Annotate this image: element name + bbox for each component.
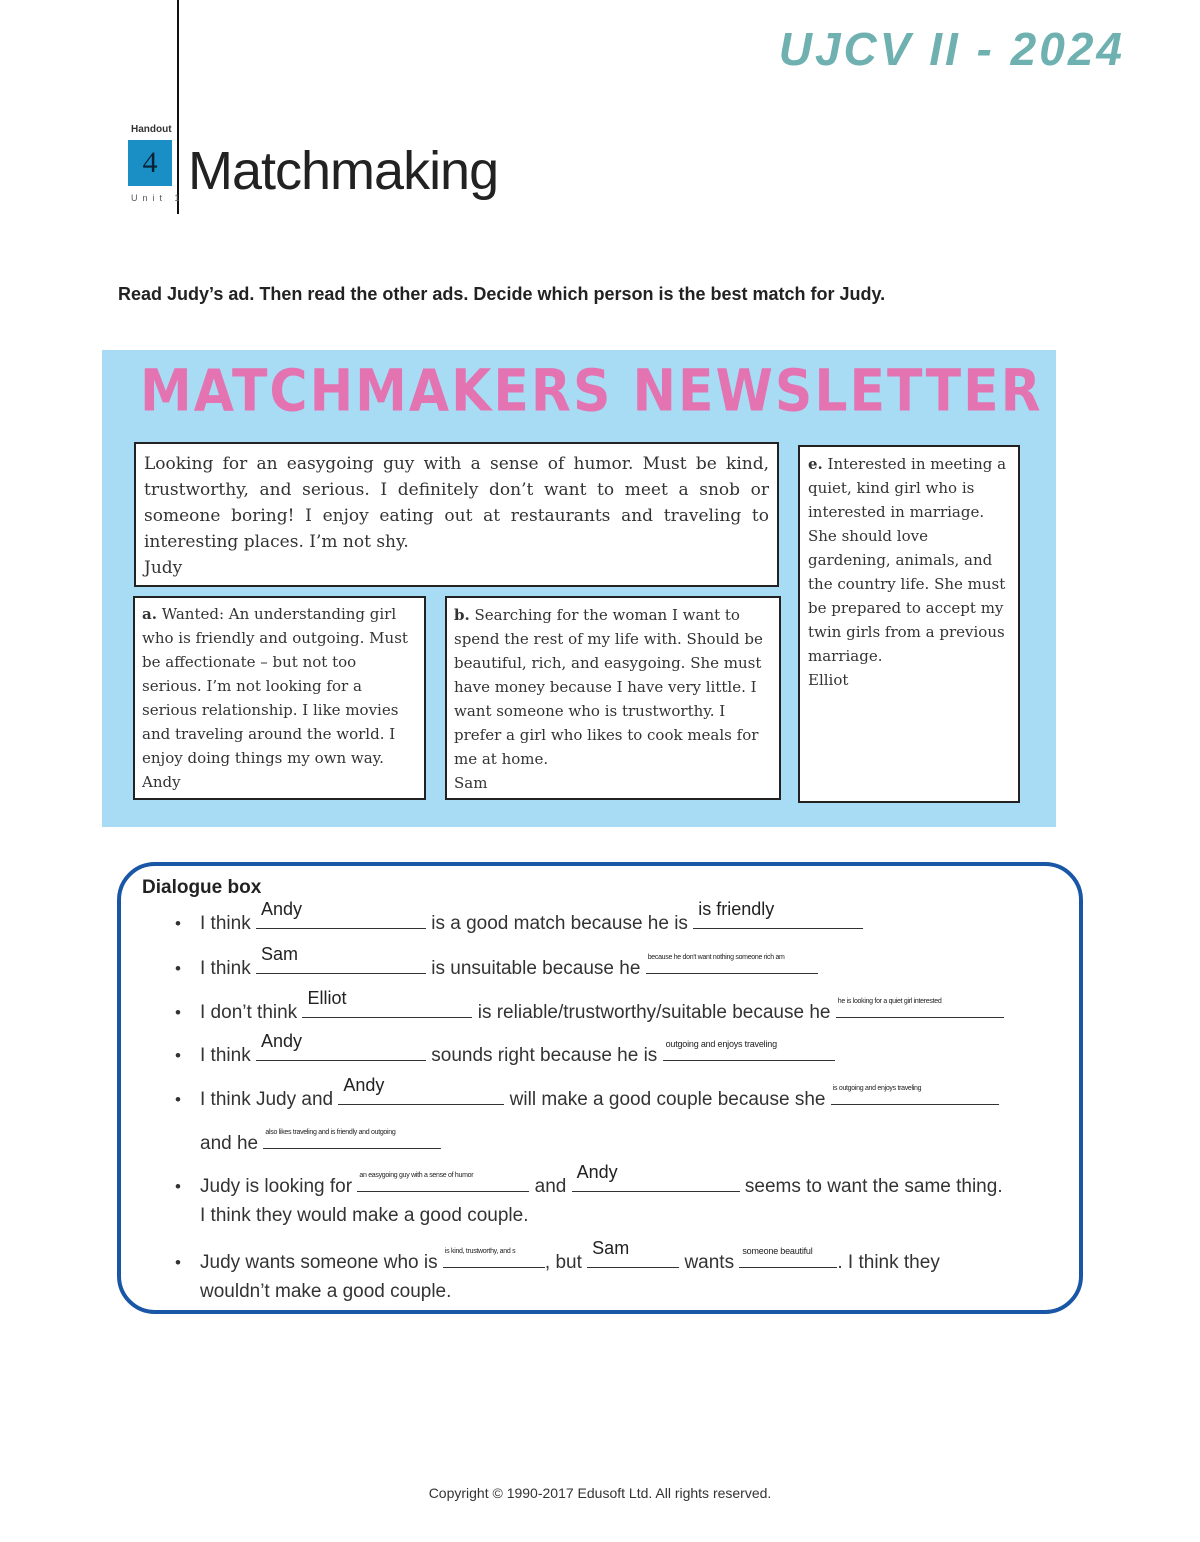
ad-andy-label: a. bbox=[142, 605, 157, 623]
ad-elliot-label: e. bbox=[808, 455, 823, 473]
ad-judy-text: Looking for an easygoing guy with a sense of humor. Must be kind, trustworthy, and serious. I definitely don’t want to meet a snob or someone boring! I enjoy eating out at restaurants and traveling to interesting places. I’m not shy. bbox=[144, 454, 769, 552]
ad-sam-name: Sam bbox=[454, 774, 488, 792]
answer-text: Andy bbox=[576, 1162, 618, 1182]
answer-field[interactable] bbox=[302, 988, 472, 1018]
bullet: • bbox=[175, 914, 181, 933]
answer-text: someone beautiful bbox=[742, 1246, 813, 1256]
answer-text: is friendly bbox=[698, 899, 775, 919]
ad-andy-name: Andy bbox=[142, 773, 181, 791]
answer-field[interactable] bbox=[663, 1041, 835, 1061]
answer-field[interactable] bbox=[836, 998, 1004, 1018]
dialogue-row-7 bbox=[175, 1238, 940, 1274]
ad-sam-text: Searching for the woman I want to spend the rest of my life with. Should be beautiful, rich, and easygoing. She must have money because I have very little. I want someone who is trustworthy. I prefer a girl who likes to cook meals for me at home. bbox=[454, 606, 763, 768]
dialogue-row-4 bbox=[175, 1031, 835, 1067]
answer-text: Sam bbox=[260, 944, 298, 964]
answer-text: Sam bbox=[592, 1238, 630, 1258]
row-text: I think Judy and bbox=[200, 1089, 334, 1110]
bullet: • bbox=[175, 1253, 181, 1272]
bullet: • bbox=[175, 1090, 181, 1109]
handout-label: Handout bbox=[131, 124, 172, 135]
handout-number: 4 bbox=[128, 140, 172, 186]
row-text: will make a good couple because she bbox=[509, 1089, 826, 1110]
dialogue-row-6 bbox=[175, 1162, 1003, 1198]
answer-field[interactable] bbox=[831, 1085, 999, 1105]
dialogue-title: Dialogue box bbox=[142, 877, 262, 898]
answer-field[interactable] bbox=[572, 1162, 740, 1192]
row-text: seems to want the same thing. bbox=[744, 1176, 1003, 1197]
row-text: is reliable/trustworthy/suitable because he bbox=[477, 1002, 831, 1023]
ad-judy bbox=[134, 442, 779, 587]
answer-field[interactable] bbox=[338, 1075, 504, 1105]
answer-field[interactable] bbox=[256, 899, 426, 929]
answer-text: Andy bbox=[343, 1075, 385, 1095]
answer-field[interactable] bbox=[646, 954, 818, 974]
header-divider bbox=[177, 0, 179, 214]
watermark-stamp: UJCV II - 2024 bbox=[778, 23, 1125, 75]
ad-andy-text: Wanted: An understanding girl who is friendly and outgoing. Must be affectionate – but not too serious. I’m not looking for a serious relationship. I like movies and traveling around the world. I enjoy doing things my own way. bbox=[142, 605, 408, 767]
answer-field[interactable] bbox=[256, 1031, 426, 1061]
answer-text: because he don't want nothing someone rich am bbox=[647, 954, 785, 961]
answer-text: he is looking for a quiet girl interested bbox=[837, 998, 942, 1005]
bullet: • bbox=[175, 959, 181, 978]
dialogue-row-2 bbox=[175, 944, 818, 980]
dialogue-row-7-cont: wouldn’t make a good couple. bbox=[200, 1281, 452, 1302]
answer-field[interactable] bbox=[256, 944, 426, 974]
instruction-text: Read Judy’s ad. Then read the other ads. Decide which person is the best match for Judy. bbox=[118, 284, 886, 304]
answer-text: Andy bbox=[260, 899, 303, 919]
dialogue-row-5-cont bbox=[200, 1129, 441, 1155]
dialogue-row-6-cont: I think they would make a good couple. bbox=[200, 1205, 529, 1226]
row-text: I think bbox=[200, 958, 251, 979]
row-text: I think bbox=[200, 1045, 251, 1066]
row-text: Judy wants someone who is bbox=[200, 1252, 438, 1273]
answer-text: is kind, trustworthy, and s bbox=[444, 1248, 516, 1255]
answer-field[interactable] bbox=[587, 1238, 679, 1268]
row-text: I think bbox=[200, 913, 251, 934]
dialogue-row-1 bbox=[175, 899, 863, 935]
answer-field[interactable] bbox=[443, 1248, 545, 1268]
row-text: wants bbox=[684, 1252, 735, 1273]
row-text: . I think they bbox=[837, 1252, 940, 1273]
row-text: sounds right because he is bbox=[431, 1045, 658, 1066]
ad-sam-label: b. bbox=[454, 606, 470, 624]
ad-judy-name: Judy bbox=[144, 558, 183, 578]
row-text: , but bbox=[544, 1252, 582, 1273]
answer-text: Elliot bbox=[307, 988, 347, 1008]
row-text: and bbox=[534, 1176, 567, 1197]
dialogue-row-5 bbox=[175, 1075, 999, 1111]
dialogue-row-3 bbox=[175, 988, 1004, 1024]
bullet: • bbox=[175, 1177, 181, 1196]
newsletter-title: MATCHMAKERS NEWSLETTER bbox=[140, 358, 1043, 426]
answer-text: is outgoing and enjoys traveling bbox=[832, 1085, 922, 1092]
row-text: Judy is looking for bbox=[200, 1176, 353, 1197]
row-text: and he bbox=[200, 1133, 259, 1154]
answer-text: also likes traveling and is friendly and outgoing bbox=[265, 1129, 396, 1136]
unit-label: Unit 1 bbox=[131, 193, 185, 203]
answer-field[interactable] bbox=[357, 1172, 529, 1192]
ad-sam bbox=[445, 596, 781, 800]
page-title: Matchmaking bbox=[188, 141, 499, 201]
row-text: I don’t think bbox=[200, 1002, 298, 1023]
ad-andy bbox=[133, 596, 426, 800]
ad-elliot-name: Elliot bbox=[808, 671, 849, 689]
ad-elliot bbox=[798, 445, 1020, 803]
answer-field[interactable] bbox=[739, 1248, 837, 1268]
bullet: • bbox=[175, 1003, 181, 1022]
answer-field[interactable] bbox=[263, 1129, 441, 1149]
answer-text: Andy bbox=[260, 1031, 303, 1051]
answer-field[interactable] bbox=[693, 899, 863, 929]
answer-text: an easygoing guy with a sense of humor bbox=[359, 1172, 474, 1179]
answer-text: outgoing and enjoys traveling bbox=[665, 1039, 777, 1049]
ad-elliot-text: Interested in meeting a quiet, kind girl who is interested in marriage. She should love gardening, animals, and the country life. She must be prepared to accept my twin girls from a previous marriage. bbox=[808, 455, 1007, 665]
row-text: is unsuitable because he bbox=[431, 958, 641, 979]
row-text: is a good match because he is bbox=[431, 913, 688, 934]
bullet: • bbox=[175, 1046, 181, 1065]
copyright-footer: Copyright © 1990-2017 Edusoft Ltd. All rights reserved. bbox=[428, 1485, 772, 1501]
